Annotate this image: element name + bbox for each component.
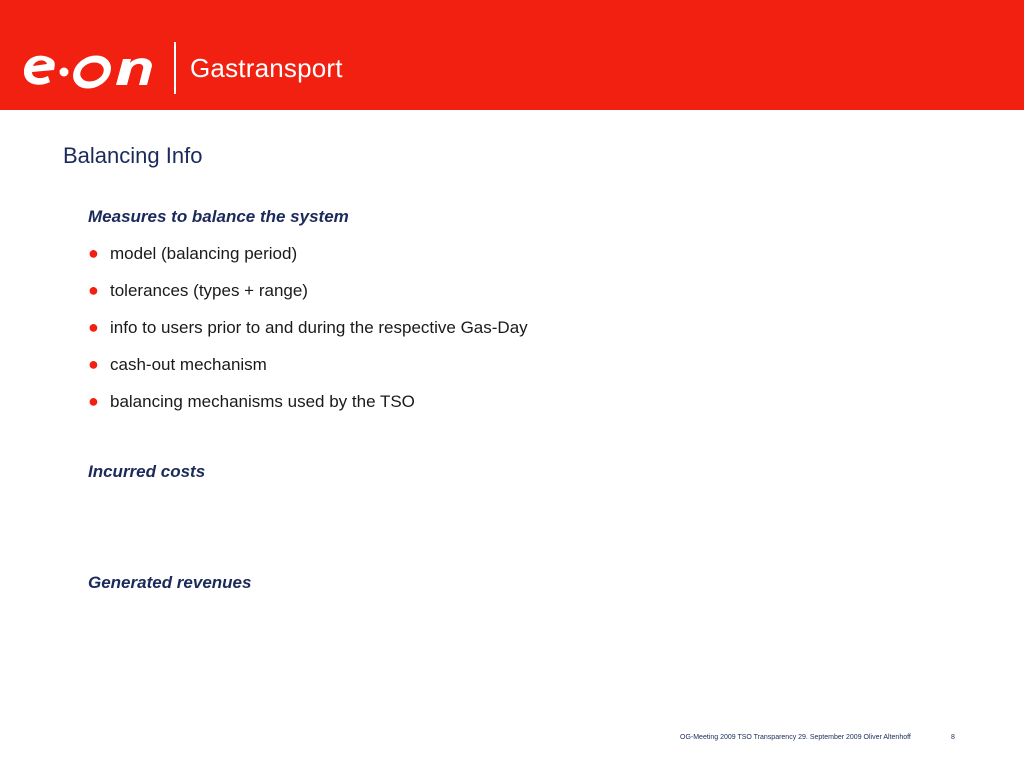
list-item-text: tolerances (types + range) bbox=[110, 281, 308, 300]
bullet-icon: ● bbox=[88, 391, 99, 411]
costs-heading: Incurred costs bbox=[88, 462, 206, 481]
list-item-text: cash-out mechanism bbox=[110, 355, 267, 374]
list-item bbox=[88, 353, 908, 390]
bullet-icon: ● bbox=[88, 354, 99, 374]
footer-text: OG-Meeting 2009 TSO Transparency 29. September 2009 Oliver Altenhoff bbox=[680, 734, 911, 741]
list-item-text: balancing mechanisms used by the TSO bbox=[110, 392, 415, 411]
page-title: Balancing Info bbox=[63, 143, 203, 168]
logo-divider bbox=[174, 42, 176, 94]
eon-logo-icon bbox=[20, 44, 160, 92]
bullet-icon: ● bbox=[88, 317, 99, 337]
list-item-text: model (balancing period) bbox=[110, 244, 298, 263]
eon-logo bbox=[20, 44, 343, 92]
header-bar bbox=[0, 0, 1024, 110]
list-item bbox=[88, 316, 908, 353]
list-item-text: info to users prior to and during the respective Gas-Day bbox=[110, 318, 528, 337]
list-item bbox=[88, 242, 908, 279]
bullet-icon: ● bbox=[88, 243, 99, 263]
list-item bbox=[88, 279, 908, 316]
bullet-icon: ● bbox=[88, 280, 99, 300]
slide-content bbox=[88, 206, 908, 594]
measures-heading: Measures to balance the system bbox=[88, 207, 349, 226]
revenues-heading: Generated revenues bbox=[88, 573, 252, 592]
measures-list bbox=[88, 242, 908, 427]
page-number: 8 bbox=[951, 734, 955, 741]
list-item bbox=[88, 390, 908, 427]
division-name: Gastransport bbox=[190, 53, 343, 83]
